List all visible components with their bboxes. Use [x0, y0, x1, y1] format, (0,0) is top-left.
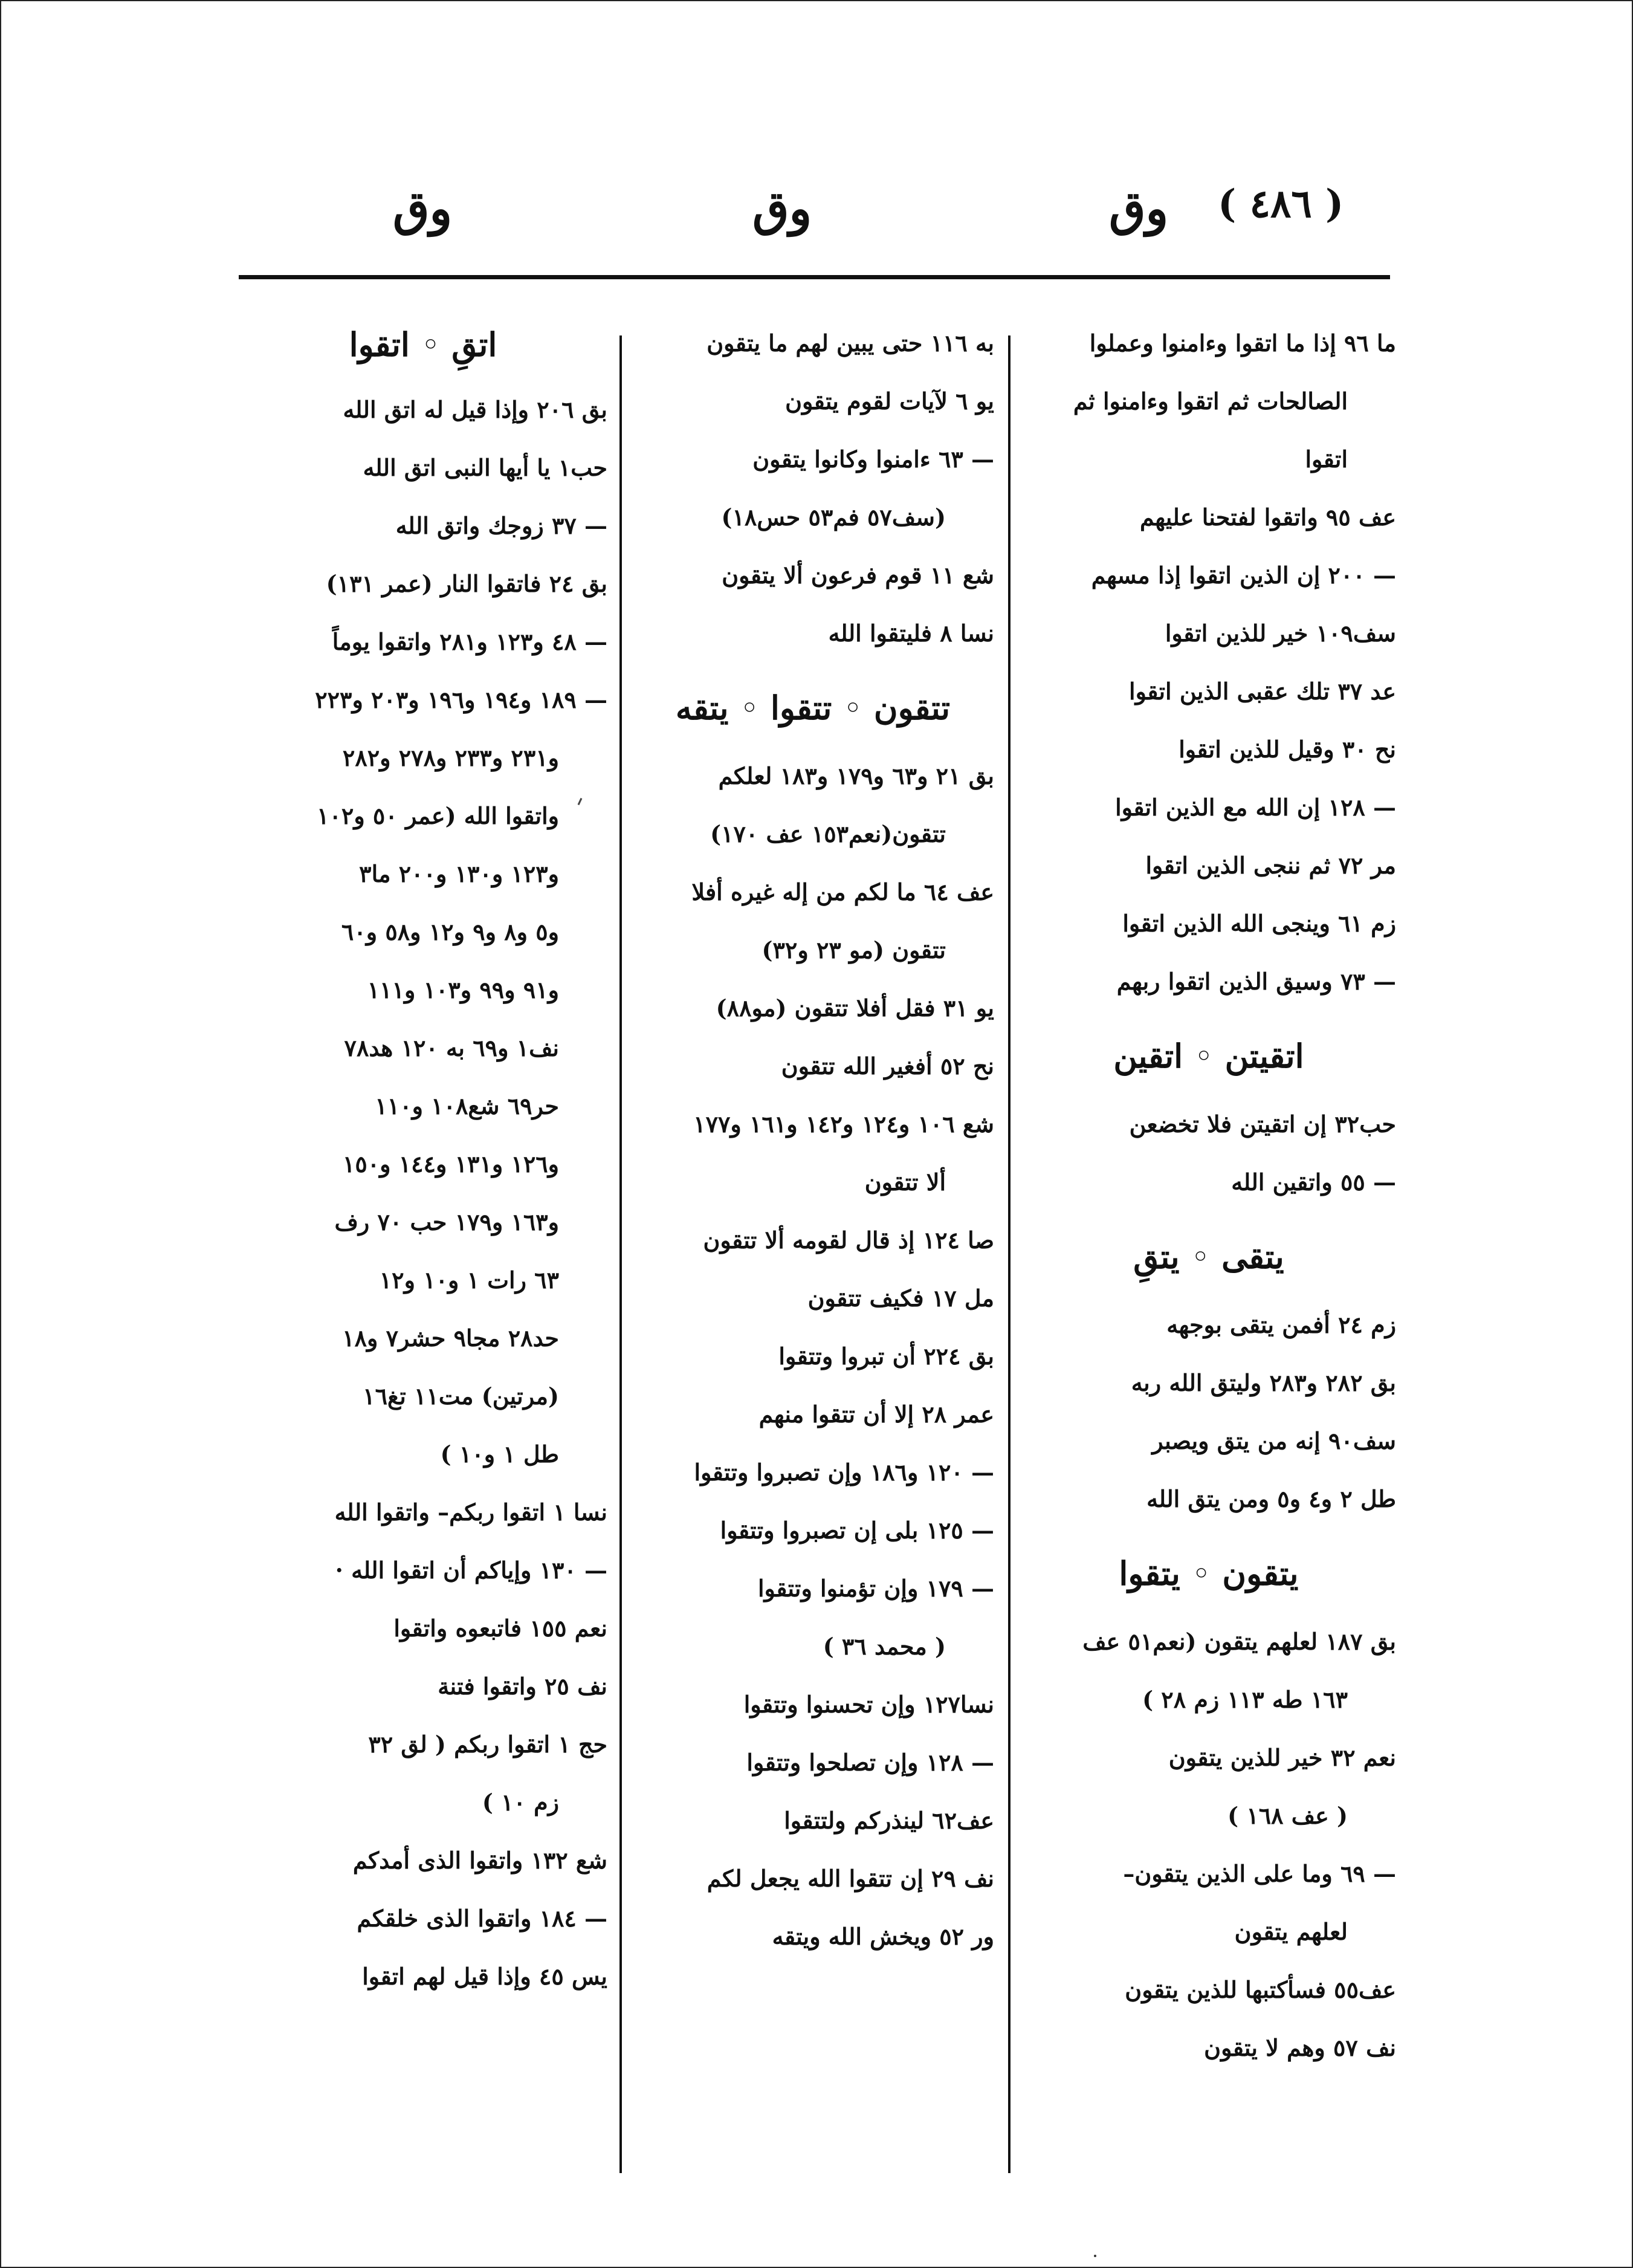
stray-dot [1094, 2255, 1096, 2257]
entry-continuation: ١٦٣ طه ١١٣ زم ٢٨ ) [1142, 1686, 1348, 1713]
header-rule [239, 275, 1390, 279]
entry-line: شع ١٣٢ واتقوا الذى أمدكم [352, 1847, 607, 1874]
entry-line: زم ٦١ وينجى الله الذين اتقوا [1122, 910, 1396, 937]
entry-line: نح ٣٠ وقيل للذين اتقوا [1179, 736, 1396, 763]
entry-line: — ٤٨ و١٢٣ و٢٨١ واتقوا يوماً [332, 628, 607, 655]
column-divider-right [1008, 335, 1011, 2173]
entry-line: عد ٣٧ تلك عقبى الذين اتقوا [1129, 678, 1396, 705]
entry-continuation: تتقون (مو ٢٣ و٣٢) [762, 936, 946, 964]
entry-line: عف ٩٥ واتقوا لفتحنا عليهم [1139, 504, 1396, 531]
entry-line: — ٦٣ ءامنوا وكانوا يتقون [752, 446, 994, 473]
entry-continuation: و١٢٦ و١٣١ و١٤٤ و١٥٠ [342, 1150, 559, 1178]
column-right [1021, 314, 1396, 2077]
entry-heading: يتقى ◦ يتقِ [1133, 1237, 1284, 1276]
entry-continuation: تتقون(نعم١٥٣ عف ١٧٠) [710, 820, 946, 847]
entry-continuation: و١٦٣ و١٧٩ حب ٧٠ رف [334, 1208, 559, 1236]
entry-line: بق ٢٤ فاتقوا النار (عمر ١٣١) [326, 570, 607, 597]
entry-line: — ١٣٠ وإياكم أن اتقوا الله · [335, 1557, 607, 1584]
entry-heading: اتقيتن ◦ اتقين [1113, 1037, 1304, 1075]
entry-continuation: طل ١ و١٠ ) [440, 1440, 559, 1468]
entry-continuation: لعلهم يتقون [1234, 1918, 1348, 1945]
entry-line: عف٥٥ فسأكتبها للذين يتقون [1125, 1976, 1396, 2003]
entry-line: نعم ٣٢ خير للذين يتقون [1168, 1744, 1396, 1771]
entry-line: يس ٤٥ وإذا قيل لهم اتقوا [362, 1963, 607, 1990]
entry-line: بق ١٨٧ لعلهم يتقون (نعم٥١ عف [1082, 1628, 1396, 1655]
entry-line: حب١ يا أيها النبى اتق الله [363, 454, 607, 481]
entry-line: نح ٥٢ أفغير الله تتقون [781, 1052, 994, 1080]
entry-line: — ١٢٥ بلى إن تصبروا وتتقوا [720, 1517, 994, 1544]
entry-line: مر ٧٢ ثم ننجى الذين اتقوا [1145, 852, 1396, 879]
entry-line: نف ٢٩ إن تتقوا الله يجعل لكم [707, 1865, 994, 1892]
entry-line: طل ٢ و٤ و٥ ومن يتق الله [1146, 1485, 1396, 1512]
entry-continuation: ألا تتقون [864, 1168, 946, 1196]
entry-line: — ٣٧ زوجك واتق الله [395, 512, 607, 539]
entry-line: صا ١٢٤ إذ قال لقومه ألا تتقون [703, 1226, 994, 1254]
entry-line: سف١٠٩ خير للذين اتقوا [1165, 620, 1396, 647]
entry-continuation: واتقوا الله (عمر ٥٠ و١٠٢ [317, 802, 559, 829]
entry-line: — ٥٥ واتقين الله [1231, 1168, 1396, 1196]
entry-continuation: نف١ و٦٩ به ١٢٠ هد٧٨ [344, 1034, 559, 1061]
entry-continuation: و١٢٣ و١٣٠ و٢٠٠ ما٣ [359, 860, 559, 887]
header-word-right: وق [1109, 181, 1169, 236]
entry-line: — ١٢٠ و١٨٦ وإن تصبروا وتتقوا [694, 1459, 994, 1486]
entry-continuation: و٢٣١ و٢٣٣ و٢٧٨ و٢٨٢ [342, 744, 559, 771]
entry-continuation: ( محمد ٣٦ ) [823, 1633, 946, 1660]
entry-line: نسا ١ اتقوا ربكم– واتقوا الله [334, 1498, 607, 1526]
entry-continuation: و٩١ و٩٩ و١٠٣ و١١١ [367, 976, 559, 1003]
entry-continuation: حد٢٨ مجا٩ حشر٧ و١٨ [342, 1324, 559, 1352]
entry-line: نسا ٨ فليتقوا الله [828, 620, 994, 647]
entry-continuation: حر٦٩ شع١٠٨ و١١٠ [375, 1092, 559, 1119]
entry-line: — ١٨٩ و١٩٤ و١٩٦ و٢٠٣ و٢٢٣ [315, 686, 607, 713]
entry-line: بق ٢٨٢ و٢٨٣ وليتق الله ربه [1131, 1369, 1396, 1396]
page-number: ( ٤٨٦ ) [1218, 181, 1344, 227]
entry-line: يو ٣١ فقل أفلا تتقون (مو٨٨) [716, 994, 994, 1022]
entry-continuation: ( عف ١٦٨ ) [1227, 1802, 1348, 1829]
entry-heading: تتقون ◦ تتقوا ◦ يتقه [675, 688, 951, 727]
column-left [239, 314, 607, 2006]
entry-line: نسا١٢٧ وإن تحسنوا وتتقوا [743, 1691, 994, 1718]
entry-line: ما ٩٦ إذا ما اتقوا وءامنوا وعملوا [1089, 329, 1396, 357]
entry-line: يو ٦ لآيات لقوم يتقون [785, 387, 994, 415]
entry-line: شع ١١ قوم فرعون ألا يتقون [722, 562, 994, 589]
column-divider-left [619, 335, 622, 2173]
entry-line: عمر ٢٨ إلا أن تتقوا منهم [758, 1401, 994, 1428]
entry-continuation: (مرتين) مت١١ تغ١٦ [363, 1382, 559, 1410]
entry-line: نف ٥٧ وهم لا يتقون [1204, 2034, 1396, 2061]
header-word-left: وق [393, 181, 453, 236]
entry-continuation: الصالحات ثم اتقوا وءامنوا ثم [1073, 387, 1348, 415]
entry-line: ور ٥٢ ويخش الله ويتقه [772, 1923, 994, 1950]
entry-line: عف٦٢ لينذركم ولتتقوا [784, 1807, 994, 1834]
entry-continuation: ٦٣ رات ١ و١٠ و١٢ [379, 1266, 559, 1294]
entry-line: بق ٢١ و٦٣ و١٧٩ و١٨٣ لعلكم [718, 762, 994, 789]
entry-line: حب٣٢ إن اتقيتن فلا تخضعن [1129, 1110, 1396, 1138]
entry-line: زم ٢٤ أفمن يتقى بوجهه [1166, 1311, 1396, 1338]
entry-line: نعم ١٥٥ فاتبعوه واتقوا [393, 1615, 607, 1642]
entry-line: به ١١٦ حتى يبين لهم ما يتقون [707, 329, 994, 357]
entry-line: — ١٢٨ وإن تصلحوا وتتقوا [746, 1749, 994, 1776]
entry-line: مل ١٧ فكيف تتقون [807, 1285, 994, 1312]
entry-line: — ٢٠٠ إن الذين اتقوا إذا مسهم [1091, 562, 1396, 589]
entry-continuation: و٥ و٨ و٩ و١٢ و٥٨ و٦٠ [341, 918, 559, 945]
entry-continuation: زم ١٠ ) [482, 1789, 559, 1816]
entry-continuation: (سف٥٧ فم٥٣ حس١٨) [721, 504, 946, 531]
entry-line: سف٩٠ إنه من يتق ويصبر [1152, 1427, 1396, 1454]
column-middle [632, 314, 994, 1966]
entry-heading: اتقِ ◦ اتقوا [349, 325, 497, 364]
entry-line: بق ٢٠٦ وإذا قيل له اتق الله [343, 396, 607, 423]
entry-continuation: اتقوا [1305, 446, 1348, 473]
entry-heading: يتقون ◦ يتقوا [1119, 1554, 1299, 1593]
entry-line: — ٦٩ وما على الذين يتقون– [1123, 1860, 1396, 1887]
entry-line: بق ٢٢٤ أن تبروا وتتقوا [778, 1343, 994, 1370]
entry-line: حج ١ اتقوا ربكم ( لق ٣٢ [368, 1731, 607, 1758]
entry-line: — ١٨٤ واتقوا الذى خلقكم [357, 1905, 607, 1932]
entry-line: شع ١٠٦ و١٢٤ و١٤٢ و١٦١ و١٧٧ [693, 1110, 994, 1138]
entry-line: نف ٢٥ واتقوا فتنة [438, 1673, 607, 1700]
page-header [239, 181, 1390, 254]
header-word-middle: وق [752, 181, 812, 236]
entry-line: — ١٢٨ إن الله مع الذين اتقوا [1115, 794, 1396, 821]
entry-line: — ١٧٩ وإن تؤمنوا وتتقوا [758, 1575, 994, 1602]
entry-line: عف ٦٤ ما لكم من إله غيره أفلا [691, 878, 994, 906]
entry-line: — ٧٣ وسيق الذين اتقوا ربهم [1116, 968, 1396, 995]
